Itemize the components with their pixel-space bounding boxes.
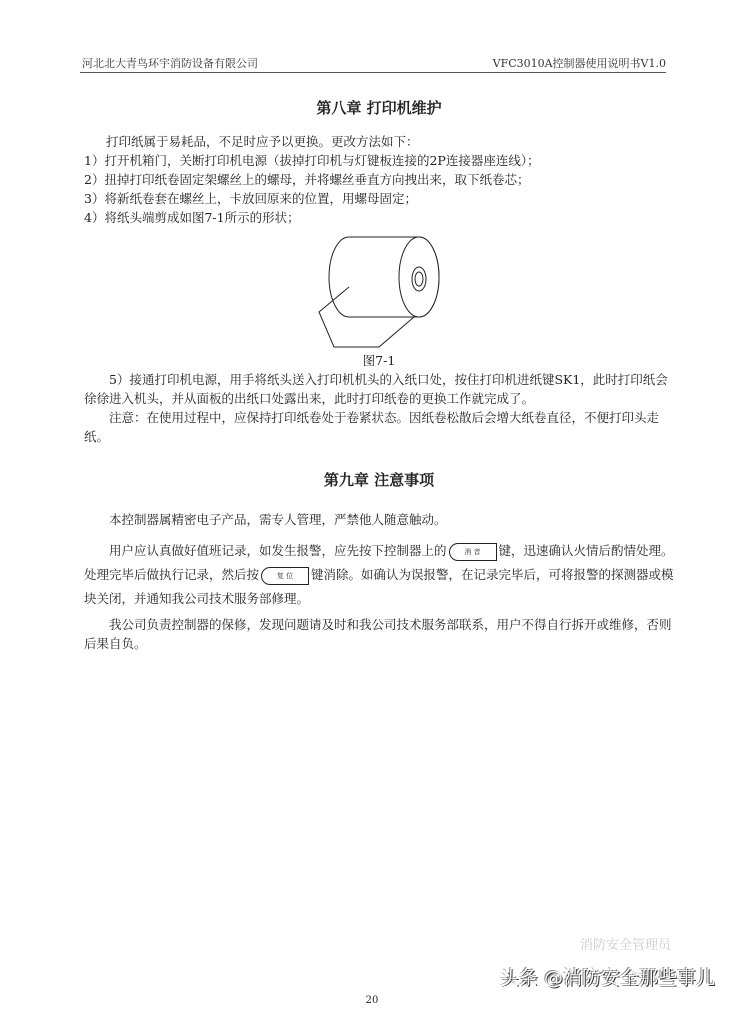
chapter-9-title: 第九章 注意事项	[323, 471, 435, 489]
step-5: 5）接通打印机电源，用手将纸头送入打印机机头的入纸口处，按住打印机进纸键SK1，此时打印纸会徐徐进入机头，并从面板的出纸口处露出来，此时打印纸卷的更换工作就完成了。	[84, 372, 668, 406]
reset-key: 复 位	[261, 567, 309, 585]
paragraph-3: 我公司负责控制器的保修，发现问题请及时和我公司技术服务部联系，用户不得自行拆开或维修，否则后果自负。	[84, 617, 672, 651]
figure-caption: 图7-1	[362, 353, 396, 368]
header-company: 河北北大青鸟环宇消防设备有限公司	[82, 57, 258, 70]
header-divider	[80, 72, 666, 73]
step-4: 4）将纸头端剪成如图7-1所示的形状；	[84, 210, 300, 225]
paragraph-2-c: 键消除。如确认为误报警，在记录完毕后，可将报警的探测器或模块关闭，并通知我公司技术服务部修理。	[84, 567, 674, 606]
chapter-8-title: 第八章 打印机维护	[316, 99, 442, 117]
note: 注意：在使用过程中，应保持打印纸卷处于卷紧状态。因纸卷松散后会增大纸卷直径，不便打印头走纸。	[84, 410, 660, 444]
header-doc-title: VFC3010A控制器使用说明书V1.0	[492, 57, 666, 70]
paper-roll-figure	[304, 229, 454, 351]
paragraph-2-b: 键，迅速确认火情后酌情处理。处理完毕后做执行记录，然后按	[84, 543, 674, 582]
intro-line: 打印纸属于易耗品，不足时应予以更换。更改方法如下：	[106, 134, 419, 149]
watermark-faint: 消防安全管理员	[580, 938, 672, 953]
step-2: 2）扭掉打印纸卷固定架螺丝上的螺母，并将螺丝垂直方向拽出来，取下纸卷芯；	[84, 172, 530, 187]
step-1: 1）打开机箱门，关断打印机电源（拔掉打印机与灯键板连接的2P连接器座连线）；	[84, 153, 540, 168]
silence-key: 消 音	[449, 543, 497, 561]
step-3: 3）将新纸卷套在螺丝上，卡放回原来的位置，用螺母固定；	[84, 191, 417, 206]
paragraph-2	[84, 539, 674, 611]
paragraph-1: 本控制器属精密电子产品，需专人管理，严禁他人随意触动。	[109, 512, 447, 527]
watermark: 头条 @消防安全那些事儿	[500, 967, 716, 989]
page-number: 20	[365, 995, 379, 1006]
page-content	[84, 98, 674, 653]
paragraph-2-a: 用户应认真做好值班记录，如发生报警，应先按下控制器上的	[109, 543, 447, 558]
